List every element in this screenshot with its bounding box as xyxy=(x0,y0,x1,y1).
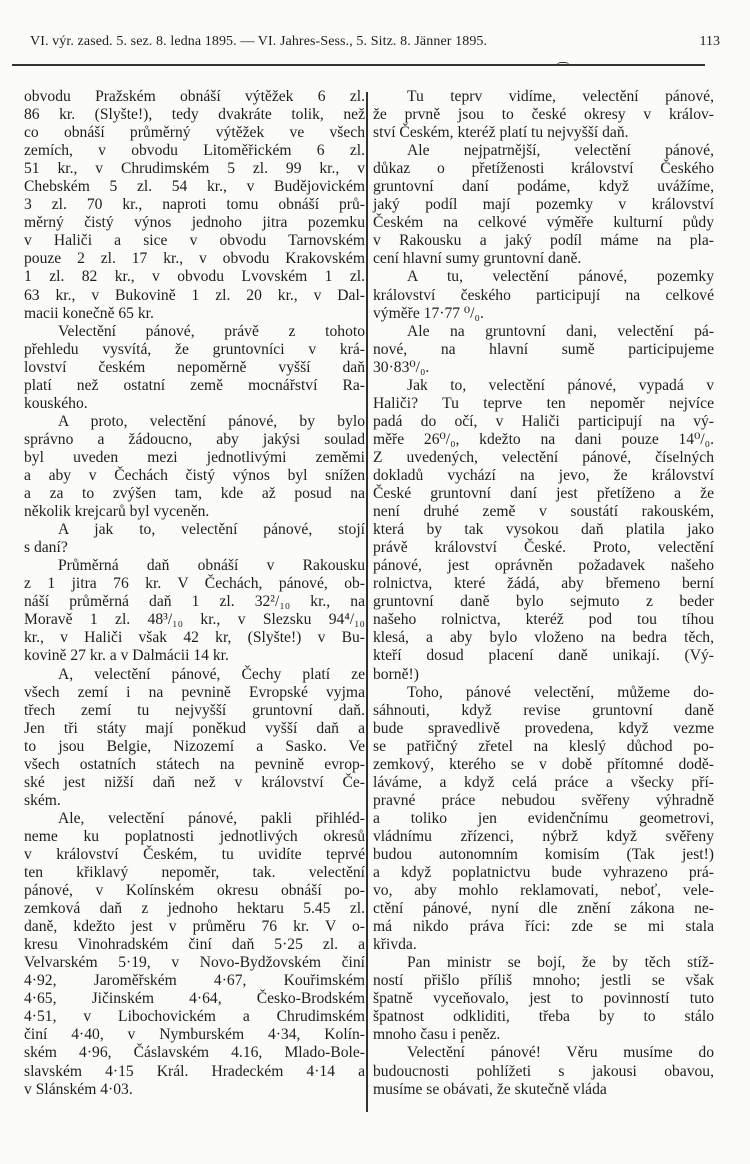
left-column xyxy=(24,88,365,1099)
text-line: zemková daň z jednoho hektaru 5.45 zl. xyxy=(24,900,365,918)
text-line: našeho rolnictva, kteréž pod tou tíhou xyxy=(373,611,714,629)
right-column xyxy=(373,88,714,1099)
text-line: z 1 jitra 76 kr. V Čechách, pánové, ob- xyxy=(24,575,365,593)
text-line: není druhé země v soustátí rakouském, xyxy=(373,503,714,521)
text-line: klesá, a aby bylo vloženo na bedra těch, xyxy=(373,629,714,647)
text-line: měrný čistý výnos jednoho jitra pozemku xyxy=(24,214,365,232)
text-line: obvodu Pražském obnáší výtěžek 6 zl. xyxy=(24,88,365,105)
text-line: sáhnouti, když revise gruntovní daně xyxy=(373,701,714,719)
text-line: rolnictva, které žádá, aby břemeno berní xyxy=(373,575,714,593)
text-line: neme ku poplatnosti jednotlivých okresů xyxy=(24,827,365,845)
text-line: Průměrná daň obnáší v Rakousku xyxy=(58,557,365,575)
running-header xyxy=(30,34,720,54)
text-line: platí než ostatní země mocnářství Ra- xyxy=(24,376,365,394)
text-line: a za to zvýšen tam, kde až posud na xyxy=(24,485,365,503)
text-line: Tu teprv vidíme, velectění pánové, xyxy=(407,88,714,105)
text-line: důkaz o přetíženosti království Českého xyxy=(373,160,714,178)
paragraph xyxy=(373,954,714,1044)
text-line: všech ostatních státech na pevnině evrop- xyxy=(24,755,365,773)
text-line: A tu, velectění pánové, pozemky xyxy=(407,268,714,286)
text-line: právě království České. Proto, velectění xyxy=(373,539,714,557)
text-line: Velectění pánové! Věru musíme do xyxy=(407,1044,714,1062)
text-line: 86 kr. (Slyšte!), tedy dvakráte tolik, než xyxy=(24,106,365,124)
paragraph xyxy=(373,142,714,268)
text-line: 4·65, Jičinském 4·64, Česko-Brodském xyxy=(24,990,365,1008)
text-line: České gruntovní daní jest přetíženo a že xyxy=(373,485,714,503)
text-line: Toho, pánové velectění, můžeme do- xyxy=(407,683,714,701)
text-line: vládnímu zřízenci, nýbrž když svěřeny xyxy=(373,827,714,845)
text-line: ctění pánové, nyní dle znění zákona ne- xyxy=(373,900,714,918)
text-line: zemkový, kterého se v době přítomné dodě- xyxy=(373,755,714,773)
text-line: 4·92, Jaroměřském 4·67, Kouřimském xyxy=(24,972,365,990)
text-line: vo, aby mohlo reklamovati, neboť, vele- xyxy=(373,882,714,900)
text-line: několik krejcarů byl vyceněn. xyxy=(24,503,210,521)
paragraph xyxy=(373,268,714,322)
text-line: gruntovní daní podáme, když uvážíme, xyxy=(373,178,714,196)
text-line: správno a žádoucno, aby jakýsi soulad xyxy=(24,430,365,448)
text-line: Ale, velectění pánové, pakli přihléd- xyxy=(58,809,365,827)
paragraph xyxy=(373,684,714,955)
text-line: Z uvedených, velectění pánové, číselných xyxy=(373,448,714,466)
text-line: se patřičný zřetel na kleslý důchod po- xyxy=(373,737,714,755)
text-line: křivda. xyxy=(373,936,417,954)
text-line: budou autonomním komisím (Tak jest!) xyxy=(373,845,714,863)
text-line: láváme, a když celá práce a všecky pří- xyxy=(373,773,714,791)
text-line: pánové, v Kolínském okresu obnáší po- xyxy=(24,882,365,900)
header-rule-ornament xyxy=(556,62,570,67)
text-line: padá do očí, v Haliči participují na vý- xyxy=(373,412,714,430)
text-line: nové, na hlavní sumě participujeme xyxy=(373,340,714,358)
text-line: Haliči? Tu teprve ten nepoměr nejvíce xyxy=(373,394,714,412)
column-divider xyxy=(366,92,368,1112)
text-line: kteří dosud placení daně unikají. (Vý- xyxy=(373,647,714,665)
text-line: musíme se obávati, že skutečně vláda xyxy=(373,1080,607,1098)
text-line: byl uveden mezi jednotlivými zeměmi xyxy=(24,448,365,466)
text-line: která by tak vysokou daň platila jako xyxy=(373,521,714,539)
text-line: měře 26⁰/₀, kdežto na dani pouze 14⁰/₀. xyxy=(373,430,714,448)
text-line: a toliko jen evidenčnímu geometrovi, xyxy=(373,809,714,827)
text-line: v království Českém, tu uvidíte teprvé xyxy=(24,845,365,863)
header-title: VI. výr. zased. 5. sez. 8. ledna 1895. — VI. Jahres-Sess., 5. Sitz. 8. Jänner 1895. xyxy=(30,34,488,49)
paragraph xyxy=(24,810,365,1099)
text-line: lovství českém nepoměrně vyšší daň xyxy=(24,358,365,376)
text-line: borně!) xyxy=(373,665,419,683)
text-line: bude spravedlivě provedena, když vezme xyxy=(373,719,714,737)
paragraph xyxy=(24,557,365,665)
paragraph xyxy=(24,666,365,810)
text-line: ten křiklavý nepoměr, tak. velectění xyxy=(24,864,365,882)
text-line: budoucnosti pohlížeti s jakousi obavou, xyxy=(373,1062,714,1080)
text-line: kovině 27 kr. a v Dalmácii 14 kr. xyxy=(24,647,229,665)
text-line: Jen tři státy mají poněkud vyšší daň a xyxy=(24,719,365,737)
text-line: dokladů vychází na jevo, že království xyxy=(373,466,714,484)
text-line: Ale nejpatrnější, velectění pánové, xyxy=(407,142,714,160)
text-line: přehledu vysvítá, že gruntovníci v krá- xyxy=(24,340,365,358)
text-line: pravné práce nebudou svěřeny výhradně xyxy=(373,791,714,809)
text-line: s daní? xyxy=(24,539,68,557)
paragraph xyxy=(373,88,714,142)
text-line: ství Českém, kteréž platí tu nejvyšší daň. xyxy=(373,124,629,142)
text-line: 63 kr., v Bukovině 1 zl. 20 kr., v Dal- xyxy=(24,286,365,304)
text-line: kouského. xyxy=(24,394,88,412)
paragraph xyxy=(373,377,714,684)
text-line: všech zemí i na pevnině Evropské vyjma xyxy=(24,683,365,701)
text-line: Jak to, velectění pánové, vypadá v xyxy=(407,376,714,394)
text-line: království českého participují na celkové xyxy=(373,286,714,304)
text-line: pouze 2 zl. 17 kr., v obvodu Krakovském xyxy=(24,250,365,268)
text-line: špatně vyceňovalo, jest to povinností tuto xyxy=(373,990,714,1008)
text-line: jaký podíl mají pozemky v království xyxy=(373,196,714,214)
text-line: a když poplatnictvu bude vyhrazeno prá- xyxy=(373,864,714,882)
text-line: to jsou Belgie, Nizozemí a Sasko. Ve xyxy=(24,737,365,755)
text-line: 51 kr., v Chrudimském 5 zl. 99 kr., v xyxy=(24,160,365,178)
text-line: Velectění pánové, právě z tohoto xyxy=(58,322,365,340)
paragraph xyxy=(24,323,365,413)
text-line: ském 4·96, Čáslavském 4.16, Mlado-Bole- xyxy=(24,1044,365,1062)
text-line: ském. xyxy=(24,791,61,809)
text-line: že prvně jsou to české okresy v králov- xyxy=(373,106,714,124)
text-line: 3 zl. 70 kr., naproti tomu obnáší prů- xyxy=(24,196,365,214)
text-line: výměře 17·77 ⁰/₀. xyxy=(373,304,484,322)
text-line: pánové, jest oprávněn požadavek našeho xyxy=(373,557,714,575)
text-line: A proto, velectění pánové, by bylo xyxy=(58,412,365,430)
text-line: má nikdo práva říci: zde se mi stala xyxy=(373,918,714,936)
text-line: slavském 4·15 Král. Hradeckém 4·14 a xyxy=(24,1062,365,1080)
text-line: v Rakousku a jaký podíl máme na pla- xyxy=(373,232,714,250)
text-line: macii konečně 65 kr. xyxy=(24,304,154,322)
text-line: zemích, v obvodu Litoměřickém 6 zl. xyxy=(24,142,365,160)
text-line: co obnáší průměrný výtěžek ve všech xyxy=(24,124,365,142)
paragraph xyxy=(24,521,365,557)
text-line: ností přišlo příliš mnoho; jestli se však xyxy=(373,972,714,990)
text-line: 4·51, v Libochovickém a Chrudimském xyxy=(24,1008,365,1026)
paragraph xyxy=(24,88,365,323)
paragraph xyxy=(373,1044,714,1098)
header-rule xyxy=(12,64,705,66)
text-line: gruntovní daně bylo sejmuto z beder xyxy=(373,593,714,611)
text-line: daně, kdežto jest v průměru 76 kr. V o- xyxy=(24,918,365,936)
text-line: Ale na gruntovní dani, velectění pá- xyxy=(407,322,714,340)
text-line: cení hlavní sumy gruntovní daně. xyxy=(373,250,582,268)
text-line: v Haliči a sice v obvodu Tarnovském xyxy=(24,232,365,250)
text-line: činí 4·40, v Nymburském 4·34, Kolín- xyxy=(24,1026,365,1044)
text-line: Chebském 5 zl. 54 kr., v Budějovickém xyxy=(24,178,365,196)
text-line: náší průměrná daň 1 zl. 32²/₁₀ kr., na xyxy=(24,593,365,611)
text-line: třech zemí tu nejvyšší gruntovní daň. xyxy=(24,701,365,719)
text-line: Českém na celkové výměře kulturní půdy xyxy=(373,214,714,232)
text-line: kresu Vinohradském činí daň 5·25 zl. a xyxy=(24,936,365,954)
text-line: v Slánském 4·03. xyxy=(24,1080,133,1098)
paragraph xyxy=(373,323,714,377)
text-line: A, velectění pánové, Čechy platí ze xyxy=(58,665,365,683)
text-line: Velvarském 5·19, v Novo-Bydžovském činí xyxy=(24,954,365,972)
text-line: špatnost odkliditi, třeba by to stálo xyxy=(373,1008,714,1026)
text-line: kr., v Haliči však 42 kr, (Slyšte!) v Bu- xyxy=(24,629,365,647)
page-number: 113 xyxy=(699,34,720,49)
text-line: 1 zl. 82 kr., v obvodu Lvovském 1 zl. xyxy=(24,268,365,286)
text-line: Pan ministr se bojí, že by těch stíž- xyxy=(407,954,714,972)
text-line: a aby v Čechách čistý výnos byl snížen xyxy=(24,466,365,484)
text-line: ské jest nižší daň než v království Če- xyxy=(24,773,365,791)
text-line: mnoho času i peněz. xyxy=(373,1026,501,1044)
text-line: Moravě 1 zl. 48³/₁₀ kr., v Slezsku 94⁴/₁₀ xyxy=(24,611,365,629)
text-line: 30·83⁰/₀. xyxy=(373,358,430,376)
text-line: A jak to, velectění pánové, stojí xyxy=(58,521,365,539)
paragraph xyxy=(24,413,365,521)
